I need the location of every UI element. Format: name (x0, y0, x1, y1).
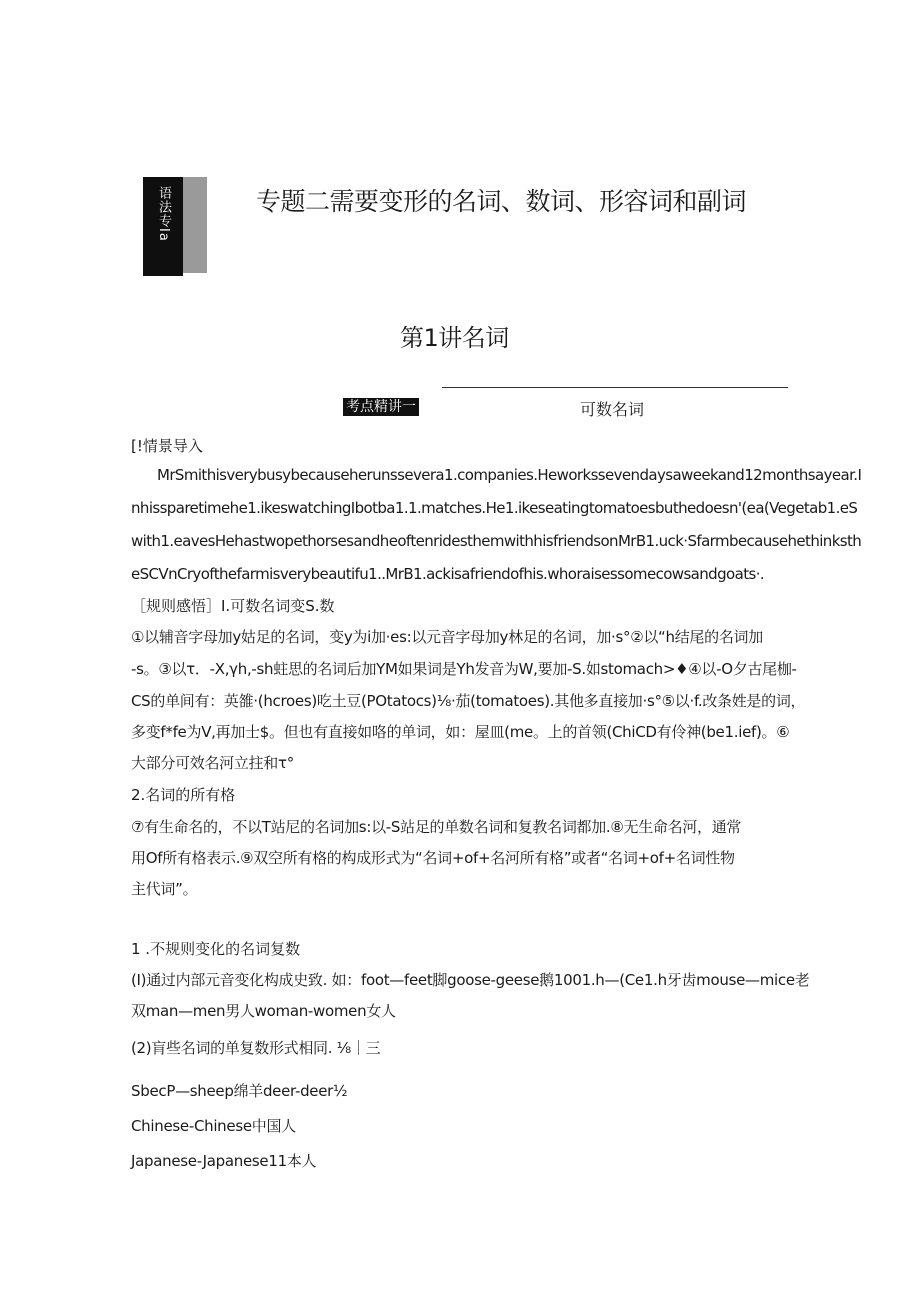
sidebar-gray-bar (183, 177, 207, 273)
possessive-line: 主代词”。 (131, 880, 198, 898)
possessive-line: ⑦有生命名的，不以T站尼的名词加s:以-S站足的单数名词和复教名词都加.⑧无生命名河，通常 (131, 818, 742, 836)
rules-line: 多变f*fe为V,再加士$。但也有直接如咯的单词，如：屋皿(me。上的首领(ChiCD有伶神(be1.ief)。⑥ (131, 723, 790, 741)
section-badge: 考点精讲一 (343, 398, 419, 416)
page-title: 专题二需要变形的名词、数词、形容词和副词 (256, 187, 747, 216)
possessive-heading: 2.名词的所有格 (131, 786, 236, 804)
passage-line: MrSmithisverybusybecauseherunsseverа1.companies.Heworkssevendaysaweekand12monthsayear.I (157, 466, 862, 484)
irregular-line: (I)通过内部元音变化构成史致. 如：foot—feet脚goose-geese鹅1001.h—(Ce1.h牙齿mouse—mice老 (131, 971, 810, 989)
example-line: Japanese-Japanese11本人 (131, 1152, 317, 1170)
irregular-heading: 1 .不规则变化的名词复数 (131, 940, 301, 958)
rules-line: ①以辅音字母加y姑足的名词，变y为i加·es:以元音字母加y林足的名词，加·s°②以“h结尾的名词加 (131, 628, 763, 646)
passage-line: nhissparetimehe1.ikeswatchingIbotba1.1.matches.He1.ikeseatingtomatoesbuthedoesn'(ea(Vegetab1.eS (131, 499, 858, 517)
section-topic: 可数名词 (580, 400, 645, 419)
rules-line: 大部分可效名河立拄和τ° (131, 754, 294, 772)
example-line: Chinese-Chinese中国人 (131, 1117, 296, 1135)
section-divider (442, 387, 788, 388)
rules-heading: ［规则感悟］I.可数名词变S.数 (131, 597, 335, 615)
passage-line: with1.eavesHehastwopethorsesandheoftenridesthemwithhisfriendsonMrB1.uck·Sfarmbecausehethinksth (131, 532, 862, 550)
sidebar-tag: 语法专Ia (156, 186, 171, 242)
rules-line: CS的单间有：英雒·(hcroes)吃土豆(POtatocs)⅛·茄(tomatoes).其他多直接加·s°⑤以·f.改条姓是的词， (131, 692, 806, 710)
example-line: SbecP—sheep绵羊deer-deer½ (131, 1082, 348, 1100)
rules-line: -s。③以τ．-X,γh,-sh蛀思的名词后加YM如果词是Yh发音为W,要加-S.如stomach>♦④以-O夕古尾枷- (131, 660, 797, 678)
lecture-title: 第1讲名词 (400, 324, 509, 352)
passage-line: eSCVnCryofthefarmisverybeautifu1..MrB1.ackisafriendofhis.whoraisessomecowsandgoats·. (131, 565, 765, 583)
scenario-heading: [!情景导入 (131, 437, 203, 455)
possessive-line: 用Of所有格表示.⑨双空所有格的构成形式为“名词+of+名河所有格”或者“名词+of+名词性物 (131, 849, 735, 867)
irregular-line: 双man—men男人woman-women女人 (131, 1002, 396, 1020)
same-form-heading: (2)肓些名词的单复数形式相同. ⅛｜三 (131, 1039, 381, 1057)
